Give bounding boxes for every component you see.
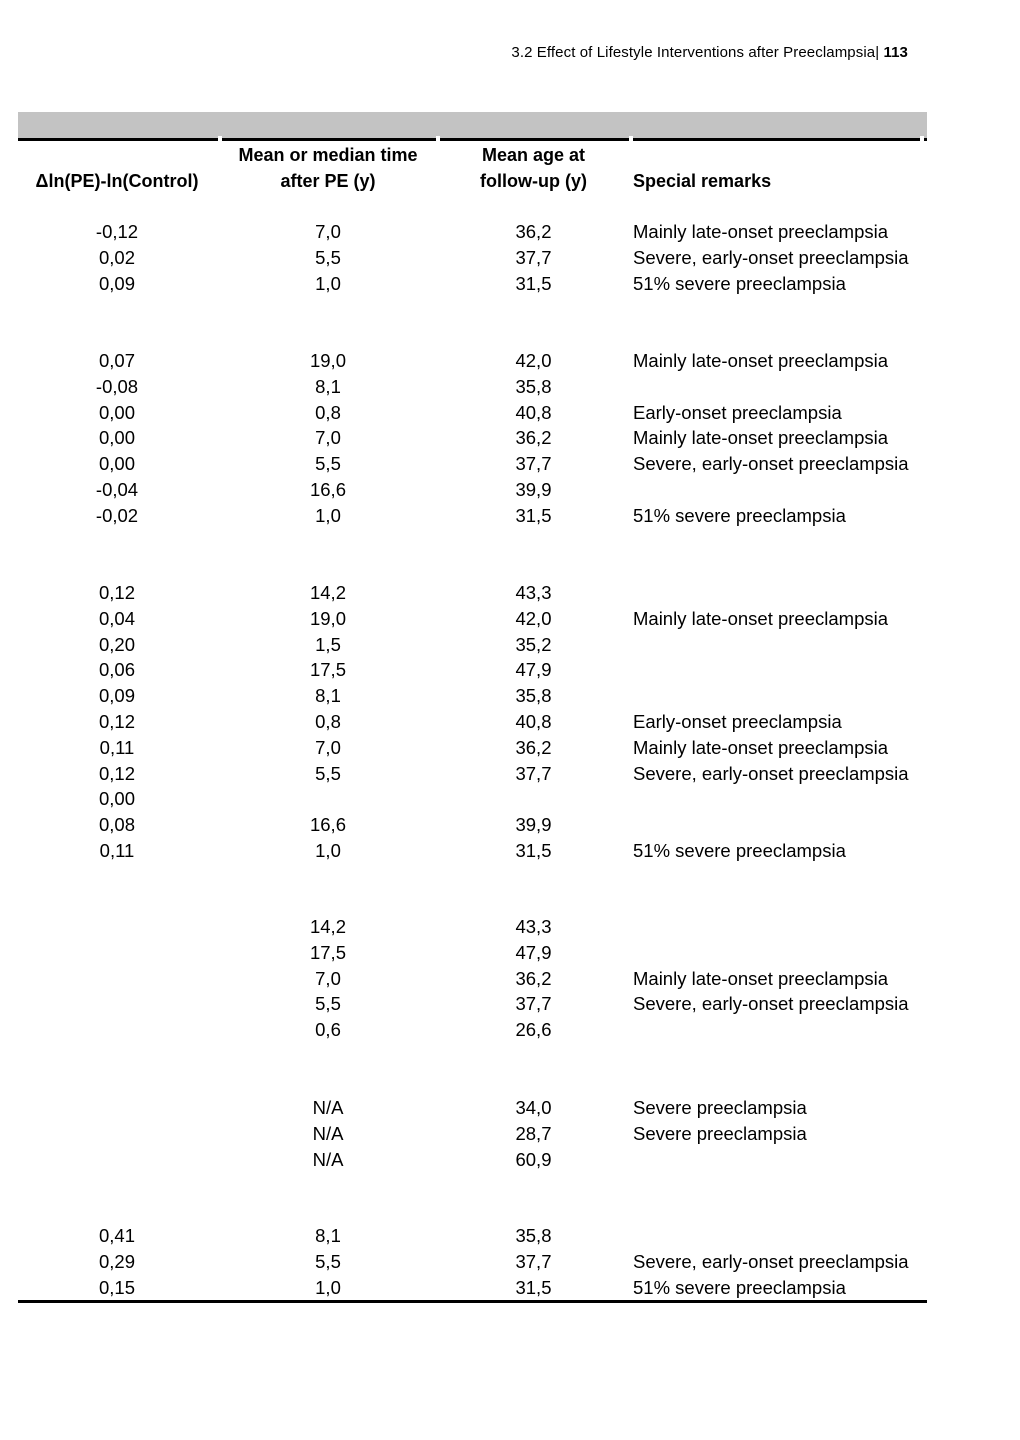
cell-delta: -0,08 <box>95 375 139 397</box>
cell-age: 35,8 <box>515 1225 552 1246</box>
table-row <box>0 1275 1020 1301</box>
table-group <box>0 914 1020 1043</box>
cell-age: 37,7 <box>515 762 552 784</box>
cell-time: 17,5 <box>309 659 346 681</box>
table-row <box>0 632 1020 658</box>
cell-age: 31,5 <box>515 272 552 294</box>
cell-time: 1,0 <box>315 1276 341 1298</box>
table-row <box>0 1121 1020 1147</box>
table-group <box>0 580 1020 864</box>
cell-age: 35,8 <box>515 685 552 707</box>
header-age-line2: follow-up (y) <box>480 171 587 191</box>
cell-time: 19,0 <box>309 350 346 371</box>
cell-age: 34,0 <box>515 1097 552 1118</box>
cell-age: 39,9 <box>515 478 552 500</box>
cell-remark: Mainly late-onset preeclampsia <box>633 427 889 449</box>
cell-age: 36,2 <box>515 221 552 242</box>
table-row <box>0 245 1020 271</box>
table-row <box>0 1095 1020 1121</box>
cell-time: 7,0 <box>315 221 341 242</box>
table-row <box>0 1223 1020 1249</box>
cell-age: 60,9 <box>515 1148 552 1170</box>
table-row <box>0 735 1020 761</box>
cell-time: 14,2 <box>309 582 346 603</box>
cell-time: 8,1 <box>315 685 341 707</box>
cell-age: 37,7 <box>515 1250 552 1272</box>
cell-delta: 0,12 <box>98 582 135 603</box>
cell-delta: 0,07 <box>98 350 135 371</box>
cell-age: 40,8 <box>515 710 552 732</box>
cell-time: 7,0 <box>315 736 341 758</box>
cell-age: 40,8 <box>515 401 552 423</box>
table-row <box>0 838 1020 864</box>
table-row <box>0 425 1020 451</box>
cell-delta: 0,08 <box>98 814 135 836</box>
table-row <box>0 451 1020 477</box>
cell-delta: 0,04 <box>98 607 135 629</box>
header-age <box>440 142 627 194</box>
cell-age: 43,3 <box>515 582 552 603</box>
cell-delta: 0,09 <box>98 272 135 294</box>
cell-delta: 0,00 <box>98 401 135 423</box>
cell-time: 1,0 <box>315 839 341 861</box>
table-row <box>0 812 1020 838</box>
table-row <box>0 991 1020 1017</box>
table-top-band <box>18 112 927 138</box>
cell-delta: 0,11 <box>99 839 135 861</box>
cell-age: 37,7 <box>515 246 552 268</box>
table-group <box>0 219 1020 296</box>
running-head-separator: | <box>875 44 880 61</box>
cell-remark: 51% severe preeclampsia <box>633 504 846 526</box>
cell-age: 36,2 <box>515 427 552 449</box>
cell-age: 36,2 <box>515 967 552 989</box>
table-row <box>0 683 1020 709</box>
cell-remark: Severe, early-onset preeclampsia <box>633 1250 909 1272</box>
cell-time: 1,0 <box>315 272 341 294</box>
cell-time: 7,0 <box>315 967 341 989</box>
cell-time: N/A <box>312 1097 344 1118</box>
page-number: 113 <box>883 44 908 61</box>
cell-remark: Severe preeclampsia <box>633 1097 807 1118</box>
cell-delta: 0,02 <box>98 246 135 268</box>
cell-remark: 51% severe preeclampsia <box>633 272 846 294</box>
cell-remark: Severe, early-onset preeclampsia <box>633 246 909 268</box>
cell-remark: 51% severe preeclampsia <box>633 1276 846 1298</box>
cell-remark: Severe preeclampsia <box>633 1122 807 1144</box>
cell-age: 37,7 <box>515 453 552 475</box>
cell-delta: -0,02 <box>95 504 139 526</box>
table-group <box>0 348 1020 529</box>
cell-age: 39,9 <box>515 814 552 836</box>
cell-delta: 0,00 <box>98 453 135 475</box>
cell-delta: 0,12 <box>98 710 135 732</box>
table-row <box>0 786 1020 812</box>
cell-time: 5,5 <box>315 1250 341 1272</box>
header-time-line2: after PE (y) <box>280 171 376 191</box>
cell-time: 0,6 <box>315 1019 341 1041</box>
cell-age: 37,7 <box>515 993 552 1015</box>
cell-time: 7,0 <box>315 427 341 449</box>
cell-time: 5,5 <box>315 246 341 268</box>
header-delta: Δln(PE)-ln(Control) <box>35 171 199 191</box>
header-time-line1: Mean or median time <box>238 145 418 165</box>
cell-age: 31,5 <box>515 1276 552 1298</box>
cell-delta: 0,11 <box>99 736 135 758</box>
table-row <box>0 606 1020 632</box>
table-row <box>0 709 1020 735</box>
cell-age: 47,9 <box>515 659 552 681</box>
rule-gap <box>629 136 633 142</box>
table-row <box>0 914 1020 940</box>
cell-age: 31,5 <box>515 504 552 526</box>
cell-remark: Early-onset preeclampsia <box>633 401 842 423</box>
header-age-line1: Mean age at <box>481 145 586 165</box>
cell-delta: -0,04 <box>95 478 139 500</box>
header-remarks: Special remarks <box>633 171 772 191</box>
cell-time: 1,5 <box>315 633 341 655</box>
table-row <box>0 374 1020 400</box>
cell-age: 31,5 <box>515 839 552 861</box>
cell-time: 19,0 <box>309 607 346 629</box>
cell-age: 28,7 <box>515 1122 552 1144</box>
cell-age: 43,3 <box>515 916 552 937</box>
cell-age: 35,8 <box>515 375 552 397</box>
cell-remark: Severe, early-onset preeclampsia <box>633 453 909 475</box>
cell-age: 47,9 <box>515 941 552 963</box>
cell-age: 36,2 <box>515 736 552 758</box>
table-row <box>0 477 1020 503</box>
cell-delta: 0,09 <box>98 685 135 707</box>
table-row <box>0 219 1020 245</box>
cell-time: 5,5 <box>315 762 341 784</box>
cell-time: 1,0 <box>315 504 341 526</box>
table-row <box>0 1147 1020 1173</box>
table-row <box>0 940 1020 966</box>
cell-time: 8,1 <box>315 1225 341 1246</box>
cell-age: 42,0 <box>515 350 552 371</box>
cell-delta: 0,12 <box>98 762 135 784</box>
running-head-title: 3.2 Effect of Lifestyle Interventions after Preeclampsia <box>511 44 876 61</box>
header-time <box>222 142 434 194</box>
table-group <box>0 1095 1020 1172</box>
cell-remark: Mainly late-onset preeclampsia <box>633 350 889 371</box>
cell-time: N/A <box>312 1148 344 1170</box>
cell-time: 0,8 <box>315 710 341 732</box>
cell-remark: Mainly late-onset preeclampsia <box>633 736 889 758</box>
table-row <box>0 657 1020 683</box>
table-row <box>0 966 1020 992</box>
cell-time: 8,1 <box>315 375 341 397</box>
table-row <box>0 271 1020 297</box>
table-row <box>0 1249 1020 1275</box>
cell-time: 14,2 <box>309 916 346 937</box>
cell-time: 17,5 <box>309 941 346 963</box>
cell-delta: 0,15 <box>98 1276 135 1298</box>
table-row <box>0 503 1020 529</box>
running-head <box>511 44 908 61</box>
cell-delta: 0,00 <box>98 788 135 810</box>
table-row <box>0 1017 1020 1043</box>
cell-time: N/A <box>312 1122 344 1144</box>
cell-delta: 0,29 <box>98 1250 135 1272</box>
table-group <box>0 1223 1020 1300</box>
cell-remark: 51% severe preeclampsia <box>633 839 846 861</box>
rule-gap <box>920 136 924 142</box>
table-row <box>0 580 1020 606</box>
cell-remark: Early-onset preeclampsia <box>633 710 842 732</box>
cell-time: 0,8 <box>315 401 341 423</box>
cell-delta: 0,20 <box>98 633 135 655</box>
cell-remark: Mainly late-onset preeclampsia <box>633 221 889 242</box>
cell-age: 42,0 <box>515 607 552 629</box>
cell-remark: Severe, early-onset preeclampsia <box>633 762 909 784</box>
table-top-rule <box>18 138 927 141</box>
cell-delta: 0,00 <box>98 427 135 449</box>
cell-remark: Mainly late-onset preeclampsia <box>633 967 889 989</box>
table-row <box>0 348 1020 374</box>
cell-delta: 0,06 <box>98 659 135 681</box>
cell-time: 5,5 <box>315 453 341 475</box>
table-row <box>0 761 1020 787</box>
cell-delta: -0,12 <box>95 221 139 242</box>
cell-remark: Mainly late-onset preeclampsia <box>633 607 889 629</box>
table-row <box>0 400 1020 426</box>
cell-time: 5,5 <box>315 993 341 1015</box>
cell-age: 35,2 <box>515 633 552 655</box>
cell-time: 16,6 <box>309 478 346 500</box>
cell-age: 26,6 <box>515 1019 552 1041</box>
table-bottom-rule <box>18 1300 927 1303</box>
cell-time: 16,6 <box>309 814 346 836</box>
cell-remark: Severe, early-onset preeclampsia <box>633 993 909 1015</box>
cell-delta: 0,41 <box>98 1225 135 1246</box>
